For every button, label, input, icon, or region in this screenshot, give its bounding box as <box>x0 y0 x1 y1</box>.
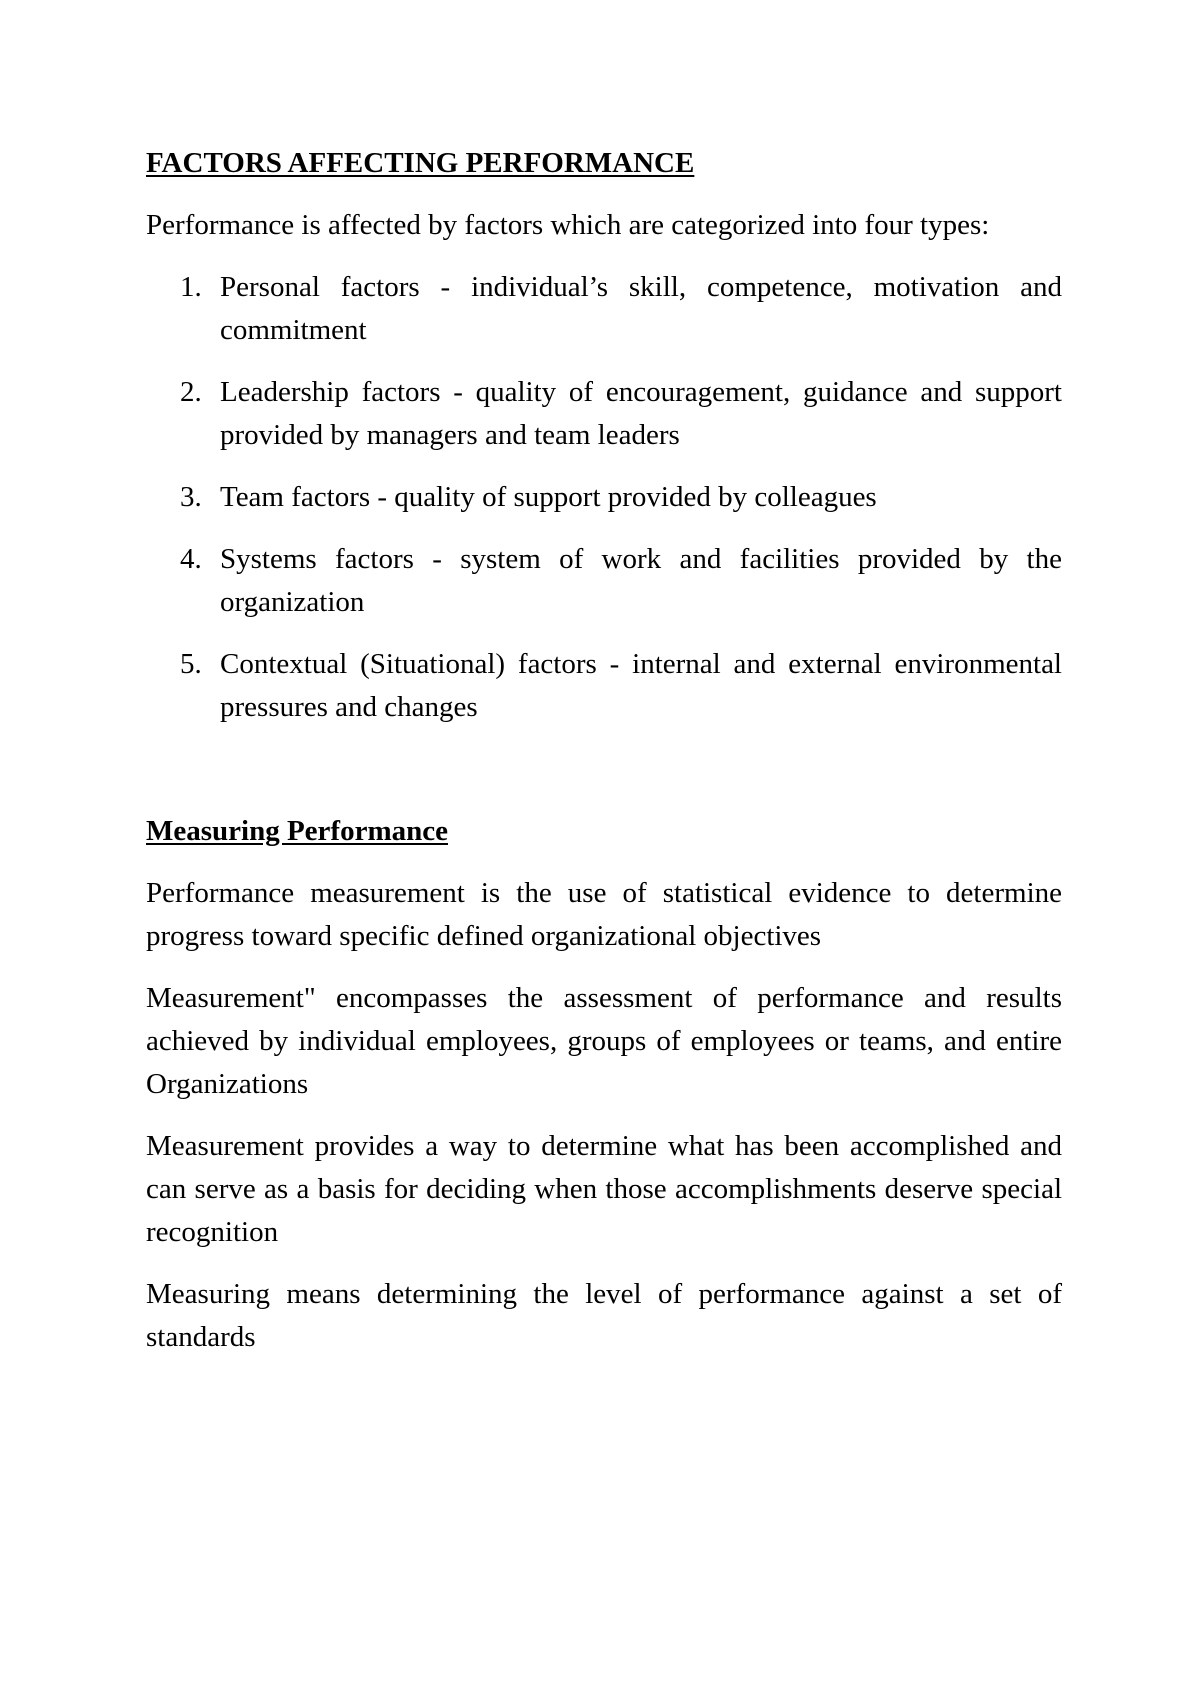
body-paragraph: Performance measurement is the use of statistical evidence to determine progress toward specific defined organizational objectives <box>146 877 1062 952</box>
list-item-number: 1. <box>180 271 202 303</box>
list-item-number: 3. <box>180 481 202 513</box>
body-paragraph: Measurement provides a way to determine what has been accomplished and can serve as a basis for deciding when those accomplishments deserve special recognition <box>146 1130 1062 1248</box>
intro-paragraph: Performance is affected by factors which are categorized into four types: <box>146 209 990 241</box>
list-item-text: Contextual (Situational) factors - internal and external environmental pressures and changes <box>220 648 1062 723</box>
list-item <box>146 476 1062 519</box>
list-item <box>146 371 1062 457</box>
document-page <box>146 142 1062 1378</box>
section-heading-factors: FACTORS AFFECTING PERFORMANCE <box>146 147 695 179</box>
body-paragraph: Measurement" encompasses the assessment of performance and results achieved by individual employees, groups of employees or teams, and entire Organizations <box>146 982 1062 1100</box>
list-item <box>146 538 1062 624</box>
factors-list <box>146 266 1062 729</box>
list-item-text: Personal factors - individual’s skill, competence, motivation and commitment <box>220 271 1062 346</box>
list-item-text: Leadership factors - quality of encouragement, guidance and support provided by managers and team leaders <box>220 376 1062 451</box>
list-item-text: Systems factors - system of work and facilities provided by the organization <box>220 543 1062 618</box>
list-item <box>146 266 1062 352</box>
list-item-number: 5. <box>180 648 202 680</box>
body-paragraph: Measuring means determining the level of performance against a set of standards <box>146 1278 1062 1353</box>
section-spacer <box>146 748 1062 810</box>
list-item-number: 4. <box>180 543 202 575</box>
list-item <box>146 643 1062 729</box>
list-item-number: 2. <box>180 376 202 408</box>
section-heading-measuring: Measuring Performance <box>146 815 448 847</box>
list-item-text: Team factors - quality of support provided by colleagues <box>220 481 877 513</box>
